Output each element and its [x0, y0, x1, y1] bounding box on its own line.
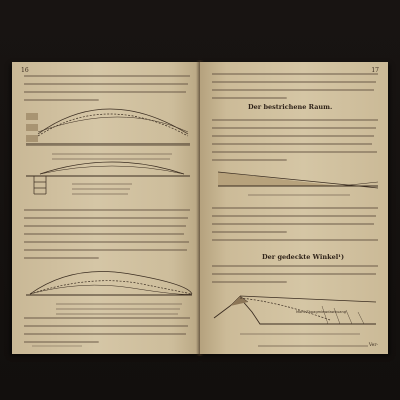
section-heading-1: Der bestrichene Raum.	[248, 103, 333, 111]
section-heading-2: Der gedeckte Winkel¹)	[262, 253, 345, 261]
right-page	[200, 62, 388, 354]
left-page	[12, 62, 200, 354]
left-page-content	[12, 62, 200, 354]
figure-grazing-zone	[218, 172, 378, 188]
figure-label: Mont Zhpagmiewdawhuang	[296, 310, 347, 314]
figure-covered-angle	[214, 296, 376, 324]
text-lines-top	[24, 76, 190, 100]
page-number-right: 17	[371, 67, 379, 74]
right-page-content	[200, 62, 388, 354]
figure-1	[26, 109, 190, 146]
page-number-left: 16	[21, 67, 29, 74]
continuation-word: Ver-	[368, 343, 378, 348]
figure-3	[26, 272, 192, 296]
